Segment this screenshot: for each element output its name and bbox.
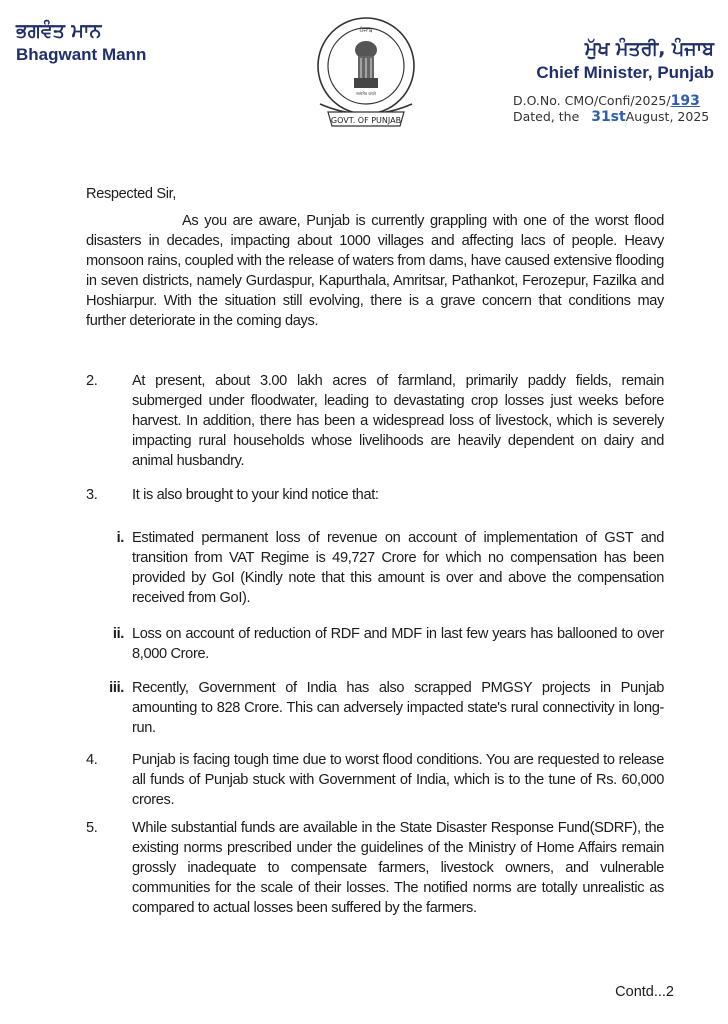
do-number-prefix: D.O.No. CMO/Confi/2025/ <box>513 93 671 108</box>
subitem-number: i. <box>116 530 124 546</box>
do-number-handwritten: 193 <box>670 93 700 109</box>
paragraph-text: Punjab is facing tough time due to worst flood conditions. You are requested to release all funds of Punjab stuck with Government of India, which is to the tune of Rs. 60,000 crores. <box>132 752 664 808</box>
subitem-iii <box>90 678 664 738</box>
date-line <box>513 109 709 125</box>
date-day-handwritten: 31st <box>591 109 626 125</box>
svg-text:ਪੰਜਾਬ: ਪੰਜਾਬ <box>359 27 373 34</box>
sender-name-punjabi: ਭਗਵੰਤ ਮਾਨ <box>16 20 102 42</box>
salutation: Respected Sir, <box>86 186 177 202</box>
paragraph-number: 2. <box>86 373 98 389</box>
paragraph-2 <box>86 371 664 471</box>
subitem-number: ii. <box>112 626 124 642</box>
paragraph-4 <box>86 750 664 810</box>
reference-block <box>513 93 709 125</box>
subitem-ii <box>90 624 664 664</box>
do-number-line <box>513 93 709 109</box>
state-emblem-icon <box>306 12 426 134</box>
date-prefix: Dated, the <box>513 109 584 124</box>
office-block <box>536 38 714 84</box>
paragraph-text: While substantial funds are available in the State Disaster Response Fund(SDRF), the existing norms prescribed under the guidelines of the Ministry of Home Affairs remain grossly inadequate to compensate farmers, livestock owners, and vulnerable communities for the scale of their losses. The notified norms are totally unrealistic as compared to actual losses been suffered by the farmers. <box>132 820 664 916</box>
subitem-text: Estimated permanent loss of revenue on account of implementation of GST and transition from VAT Regime is 49,727 Crore for which no compensation has been provided by GoI (Kindly note that this amount is over and above the compensation received from GoI). <box>132 530 664 606</box>
office-title-english: Chief Minister, Punjab <box>536 63 714 82</box>
subitem-i <box>90 528 664 608</box>
paragraph-number: 5. <box>86 820 98 836</box>
sender-name-english: Bhagwant Mann <box>16 45 147 64</box>
paragraph-text: At present, about 3.00 lakh acres of farmland, primarily paddy fields, remain submerged under floodwater, leading to devastating crop losses just weeks before harvest. In addition, there has been a widespread loss of livestock, which is severely impacting rural households whose livelihoods are heavily dependent on dairy and animal husbandry. <box>132 373 664 469</box>
subitem-text: Loss on account of reduction of RDF and MDF in last few years has ballooned to over 8,000 Crore. <box>132 626 664 662</box>
emblem-ribbon-text: GOVT. OF PUNJAB <box>330 116 402 125</box>
office-title-punjabi: ਮੁੱਖ ਮੰਤਰੀ, ਪੰਜਾਬ <box>584 38 714 60</box>
svg-text:सत्यमेव जयते: सत्यमेव जयते <box>356 91 376 96</box>
subitem-text: Recently, Government of India has also scrapped PMGSY projects in Punjab amounting to 828 Crore. This can adversely impacted state's rural connectivity in long-run. <box>132 680 664 736</box>
continued-marker: Contd...2 <box>615 984 674 1000</box>
paragraph-1: As you are aware, Punjab is currently grappling with one of the worst flood disasters in decades, impacting about 1000 villages and affecting lacs of people. Heavy monsoon rains, coupled with the release of waters from dams, have caused extensive flooding in seven districts, namely Gurdaspur, Kapurthala, Amritsar, Pathankot, Ferozepur, Fazilka and Hoshiarpur. With the situation still evolving, there is a grave concern that conditions may further deteriorate in the coming days. <box>86 213 664 329</box>
date-suffix: August, 2025 <box>625 109 710 124</box>
paragraph-5 <box>86 818 664 918</box>
subitem-number: iii. <box>109 680 124 696</box>
paragraph-text: It is also brought to your kind notice that: <box>132 487 379 503</box>
paragraph-3 <box>86 485 664 505</box>
paragraph-number: 4. <box>86 752 98 768</box>
sender-block <box>16 20 146 66</box>
paragraph-number: 3. <box>86 487 98 503</box>
